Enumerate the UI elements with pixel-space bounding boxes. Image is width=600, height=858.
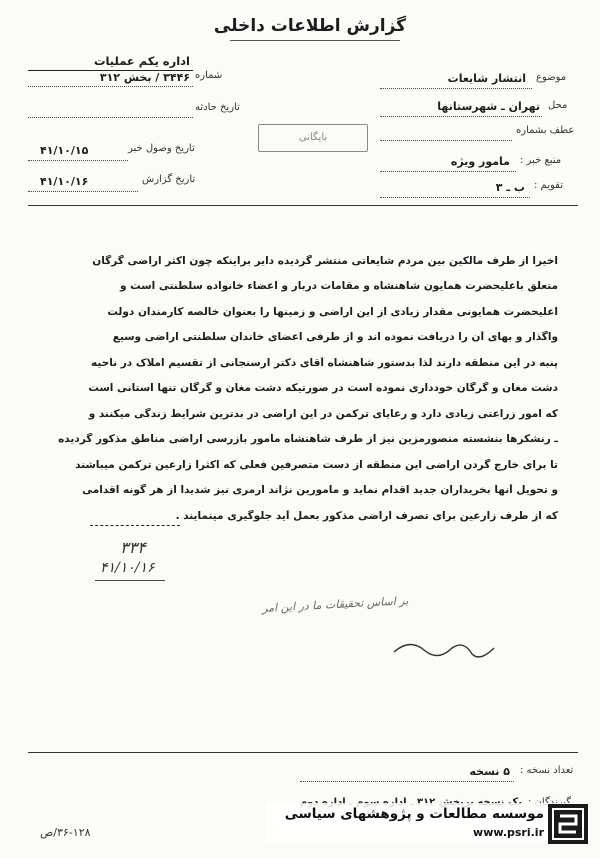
- incident-dotline: [28, 117, 193, 118]
- archive-stamp: بایگانی: [258, 124, 368, 152]
- ref-dotline: [380, 140, 512, 141]
- body-line: و تحویل آنها بخریداران جدید اقدام نماید و مامورین نژاند ارمری نیز شدیداً از هر گونه اقدامی: [82, 484, 558, 496]
- report-dotline: [28, 191, 138, 192]
- report-date-value: ۴۱/۱۰/۱۶: [40, 175, 89, 188]
- signature-mark: [390, 630, 500, 670]
- watermark-url: www.psri.ir: [473, 826, 544, 839]
- received-date-value: ۴۱/۱۰/۱۵: [40, 144, 89, 157]
- body-line: دشت مغان و گرگان خودداری نموده است در صورتیکه دشت مغان و گرگان تنها استانی است: [88, 382, 558, 394]
- body-line: اعلیحضرت همایونی مقدار زیادی از این اراضی و زمینها را بعنوان خالصه کارمندان دولت: [107, 306, 558, 318]
- number-value: ۳۴۴۶ / بخش ۳۱۲: [99, 71, 190, 84]
- header-divider: [28, 205, 578, 206]
- body-line: تا برای خارج گردن اراضی این منطقه از دست متصرفین فعلی که اکثراً زارعین ترکمن میباشند: [75, 459, 558, 471]
- incident-date-label: تاریخ حادثه: [195, 102, 240, 113]
- place-value: تهران ـ شهرستانها: [437, 100, 540, 113]
- handwritten-number: ۳۳۴: [120, 538, 146, 557]
- body-line: واگذار و بهای آن را دریافت نموده اند و از طرفی اعضای خاندان سلطنتی اراضی وسیع: [112, 331, 558, 343]
- number-dotline: [28, 86, 193, 87]
- body-line: متعلق باعلیحضرت همایون شاهنشاه و مقامات دربار و اعضاء خانواده سلطنتی است و: [119, 280, 558, 292]
- body-line: که امور زراعتی زیادی دارد و رعایای ترکمن در این اراضی در بدترین شرایط زندگی میکنند و: [88, 408, 558, 420]
- handwritten-margin-note: بر اساس تحقیقات ما در این امر: [261, 594, 409, 615]
- evaluation-label: تقویم :: [534, 180, 563, 191]
- footer-divider: [28, 752, 578, 753]
- title-underline: [230, 40, 400, 41]
- subject-dotline: [380, 88, 532, 89]
- body-line: اخیراً از طرف مالکین بین مردم شایعاتی منتشر گردیده دایر براینکه چون اکثر اراضی گرگان: [92, 255, 558, 267]
- received-dotline: [28, 160, 128, 161]
- source-value: مامور ویژه: [450, 155, 510, 168]
- place-dotline: [380, 116, 542, 117]
- number-label: شماره: [195, 70, 223, 81]
- body-line: که از طرف زارعین برای تصرف اراضی مذکور بعمل آید جلوگیری مینمایند .: [175, 510, 558, 522]
- evaluation-dotline: [380, 197, 530, 198]
- handwritten-underline: [95, 580, 165, 581]
- report-title: گزارش اطلاعات داخلی: [213, 16, 407, 36]
- subject-label: موضوع: [536, 72, 567, 83]
- department-name: اداره یکم عملیات: [93, 54, 190, 68]
- document-code: ۳۶-۱۲۸/ص: [40, 826, 91, 839]
- watermark-name: موسسه مطالعات و پژوهشهای سیاسی: [284, 806, 544, 822]
- copies-value: ۵ نسخه: [469, 765, 510, 778]
- report-date-label: تاریخ گزارش: [142, 174, 196, 185]
- source-dotline: [380, 171, 516, 172]
- institute-logo: [548, 804, 588, 844]
- body-line: پنبه در این منطقه دارند لذا بدستور شاهنشاه آقای دکتر ارسنجانی از تقسیم املاک در ناحیه: [90, 357, 558, 369]
- body-line: ـ رنشکرها بنشسته منصورمزین نیز از طرف شاهنشاه مامور بازرسی اراضی مناطق مذکور گردیده: [58, 433, 558, 445]
- copies-dotline: [300, 781, 514, 782]
- evaluation-value: ب ـ ۳: [495, 181, 525, 194]
- ref-label: عطف بشماره: [516, 125, 575, 136]
- source-label: منبع خبر :: [520, 155, 562, 166]
- subject-value: انتشار شایعات: [447, 72, 526, 85]
- place-label: محل: [548, 100, 568, 111]
- body-end-dash: [90, 525, 180, 526]
- copies-label: تعداد نسخه :: [520, 765, 574, 776]
- handwritten-date: ۴۱/۱۰/۱۶: [100, 560, 155, 576]
- received-date-label: تاریخ وصول خبر: [128, 143, 195, 154]
